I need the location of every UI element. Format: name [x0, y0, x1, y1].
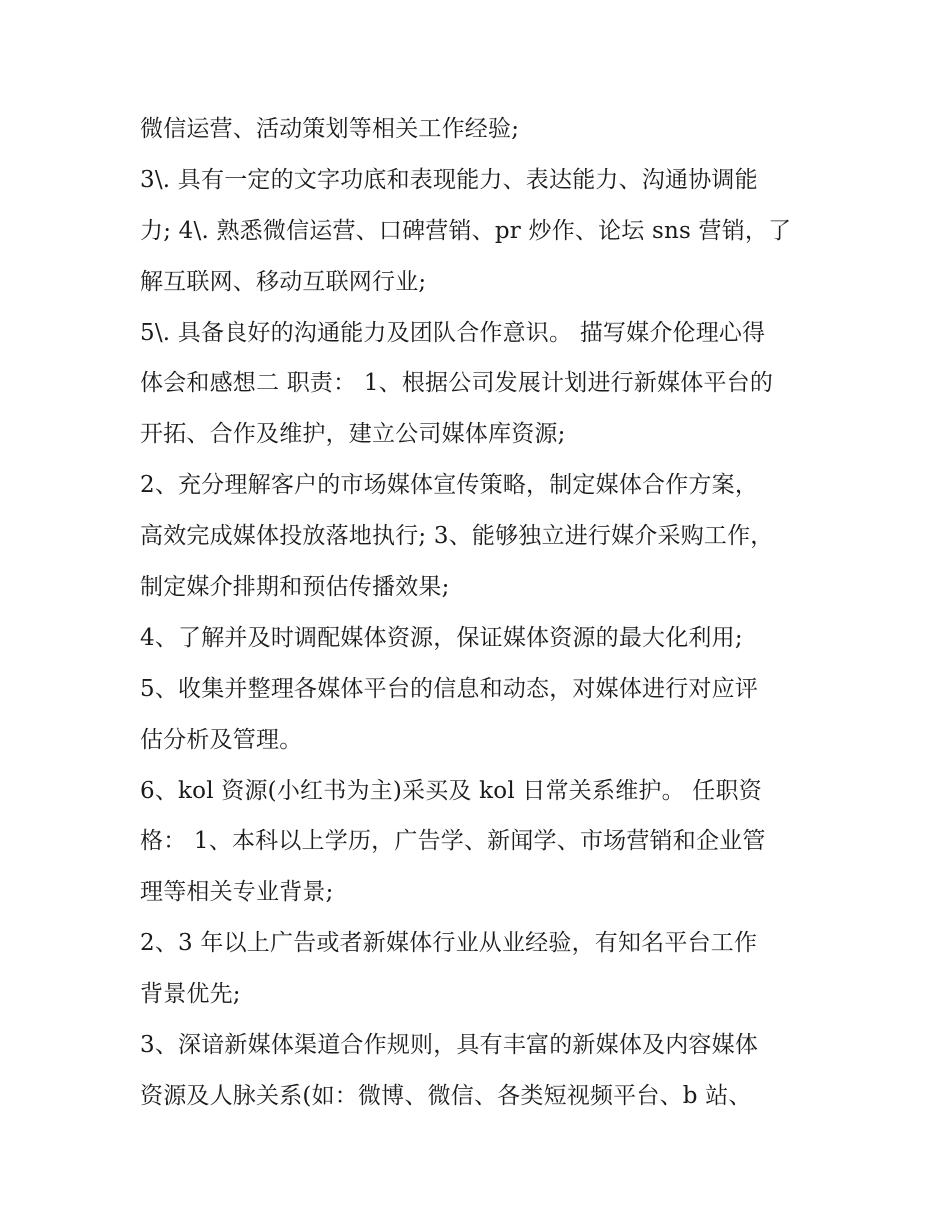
- text-line: 6、kol 资源(小红书为主)采买及 kol 日常关系维护。 任职资: [140, 777, 762, 804]
- text-line: 高效完成媒体投放落地执行; 3、能够独立进行媒介采购工作，: [140, 523, 774, 550]
- document-body: [140, 104, 820, 1122]
- text-line: 开拓、合作及维护，建立公司媒体库资源;: [140, 421, 566, 448]
- text-line: 力; 4\. 熟悉微信运营、口碑营销、pr 炒作、论坛 sns 营销，了: [140, 217, 792, 244]
- text-line: 4、了解并及时调配媒体资源，保证媒体资源的最大化利用;: [140, 624, 743, 651]
- text-line: 制定媒介排期和预估传播效果;: [140, 574, 450, 601]
- text-line: 3\. 具有一定的文字功底和表现能力、表达能力、沟通协调能: [140, 166, 758, 193]
- text-line: 2、充分理解客户的市场媒体宣传策略，制定媒体合作方案，: [140, 472, 759, 499]
- text-line: 解互联网、移动互联网行业;: [140, 268, 427, 295]
- text-line: 资源及人脉关系(如：微博、微信、各类短视频平台、b 站、: [140, 1082, 752, 1109]
- text-line: 估分析及管理。: [140, 726, 303, 753]
- text-line: 体会和感想二 职责： 1、根据公司发展计划进行新媒体平台的: [140, 370, 774, 397]
- text-line: 理等相关专业背景;: [140, 879, 334, 906]
- text-line: 背景优先;: [140, 981, 241, 1008]
- text-line: 3、深谙新媒体渠道合作规则，具有丰富的新媒体及内容媒体: [140, 1032, 759, 1059]
- text-line: 5、收集并整理各媒体平台的信息和动态，对媒体进行对应评: [140, 675, 759, 702]
- text-line: 微信运营、活动策划等相关工作经验;: [140, 116, 520, 142]
- text-line: 5\. 具备良好的沟通能力及团队合作意识。 描写媒介伦理心得: [140, 319, 766, 346]
- text-line: 格： 1、本科以上学历，广告学、新闻学、市场营销和企业管: [140, 828, 766, 855]
- text-line: 2、3 年以上广告或者新媒体行业从业经验，有知名平台工作: [140, 930, 758, 957]
